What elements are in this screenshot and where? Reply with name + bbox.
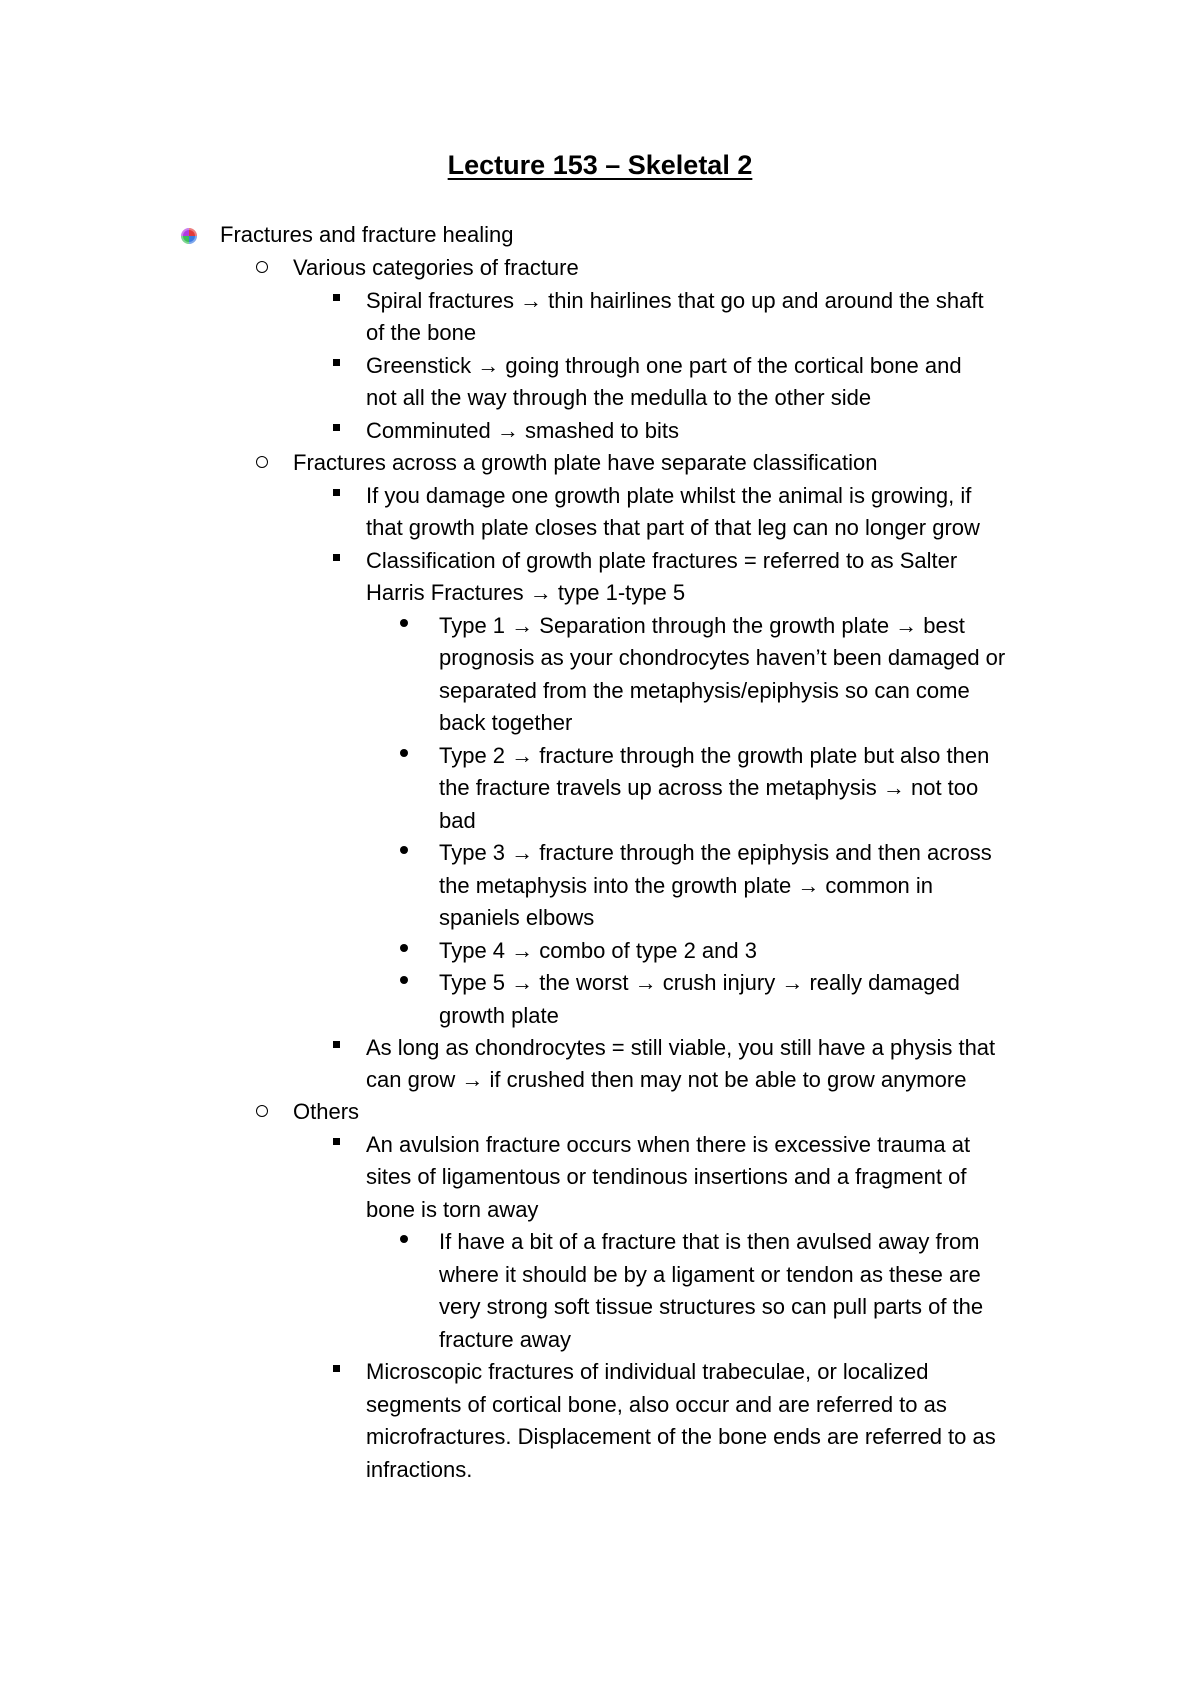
list-item-level3: If you damage one growth plate whilst the animal is growing, if <box>366 483 972 508</box>
list-item-level1: Fractures and fracture healing <box>220 222 514 247</box>
list-item-level2: Others <box>293 1099 360 1124</box>
round-bullet-icon <box>400 1235 408 1243</box>
list-item-continuation: back together <box>439 710 573 735</box>
round-bullet-icon <box>400 749 408 757</box>
list-item-continuation: the metaphysis into the growth plate → common in <box>439 873 934 898</box>
list-item-level4: Type 2 → fracture through the growth plate but also then <box>439 743 990 768</box>
list-item-level3: Microscopic fractures of individual trabeculae, or localized <box>366 1359 929 1384</box>
list-item-continuation: the fracture travels up across the metaphysis → not too <box>439 775 979 800</box>
list-item-level3: Classification of growth plate fractures = referred to as Salter <box>366 548 958 573</box>
list-item-continuation: sites of ligamentous or tendinous insertions and a fragment of <box>366 1164 967 1189</box>
hollow-circle-bullet-icon <box>256 456 268 468</box>
hollow-circle-bullet-icon <box>256 261 268 273</box>
list-item-level4: Type 5 → the worst → crush injury → really damaged <box>439 970 960 995</box>
list-item-continuation: that growth plate closes that part of that leg can no longer grow <box>366 515 980 540</box>
hollow-circle-bullet-icon <box>256 1105 268 1117</box>
list-item-level2: Various categories of fracture <box>293 255 579 280</box>
round-bullet-icon <box>400 944 408 952</box>
square-bullet-icon <box>333 1365 340 1372</box>
list-item-continuation: bad <box>439 808 476 833</box>
list-item-continuation: prognosis as your chondrocytes haven’t been damaged or <box>439 645 1006 670</box>
page-title: Lecture 153 – Skeletal 2 <box>447 150 753 180</box>
round-bullet-icon <box>400 619 408 627</box>
list-item-continuation: very strong soft tissue structures so can pull parts of the <box>439 1294 984 1319</box>
list-item-continuation: microfractures. Displacement of the bone ends are referred to as <box>366 1424 996 1449</box>
list-item-level4: If have a bit of a fracture that is then avulsed away from <box>439 1229 980 1254</box>
square-bullet-icon <box>333 294 340 301</box>
list-item-level3: Spiral fractures → thin hairlines that go up and around the shaft <box>366 288 984 313</box>
round-bullet-icon <box>400 846 408 854</box>
list-item-continuation: Harris Fractures → type 1-type 5 <box>366 580 686 605</box>
list-item-level3: Comminuted → smashed to bits <box>366 418 680 443</box>
list-item-level4: Type 1 → Separation through the growth plate → best <box>439 613 965 638</box>
square-bullet-icon <box>333 424 340 431</box>
square-bullet-icon <box>333 1041 340 1048</box>
square-bullet-icon <box>333 489 340 496</box>
list-item-continuation: growth plate <box>439 1003 559 1028</box>
round-bullet-icon <box>400 976 408 984</box>
list-item-continuation: bone is torn away <box>366 1197 539 1222</box>
list-item-continuation: fracture away <box>439 1327 572 1352</box>
list-item-continuation: of the bone <box>366 320 477 345</box>
multicolor-bullet-icon <box>181 228 197 244</box>
list-item-continuation: can grow → if crushed then may not be able to grow anymore <box>366 1067 967 1092</box>
list-item-level3: Greenstick → going through one part of the cortical bone and <box>366 353 962 378</box>
square-bullet-icon <box>333 359 340 366</box>
square-bullet-icon <box>333 1138 340 1145</box>
list-item-continuation: where it should be by a ligament or tendon as these are <box>439 1262 981 1287</box>
list-item-continuation: segments of cortical bone, also occur and are referred to as <box>366 1392 947 1417</box>
list-item-level4: Type 4 → combo of type 2 and 3 <box>439 938 757 963</box>
list-item-continuation: separated from the metaphysis/epiphysis so can come <box>439 678 970 703</box>
list-item-level3: An avulsion fracture occurs when there is excessive trauma at <box>366 1132 971 1157</box>
list-item-continuation: infractions. <box>366 1457 473 1482</box>
list-item-level3: As long as chondrocytes = still viable, you still have a physis that <box>366 1035 996 1060</box>
list-item-level2: Fractures across a growth plate have separate classification <box>293 450 878 475</box>
list-item-continuation: not all the way through the medulla to the other side <box>366 385 872 410</box>
list-item-continuation: spaniels elbows <box>439 905 595 930</box>
square-bullet-icon <box>333 554 340 561</box>
list-item-level4: Type 3 → fracture through the epiphysis and then across <box>439 840 992 865</box>
